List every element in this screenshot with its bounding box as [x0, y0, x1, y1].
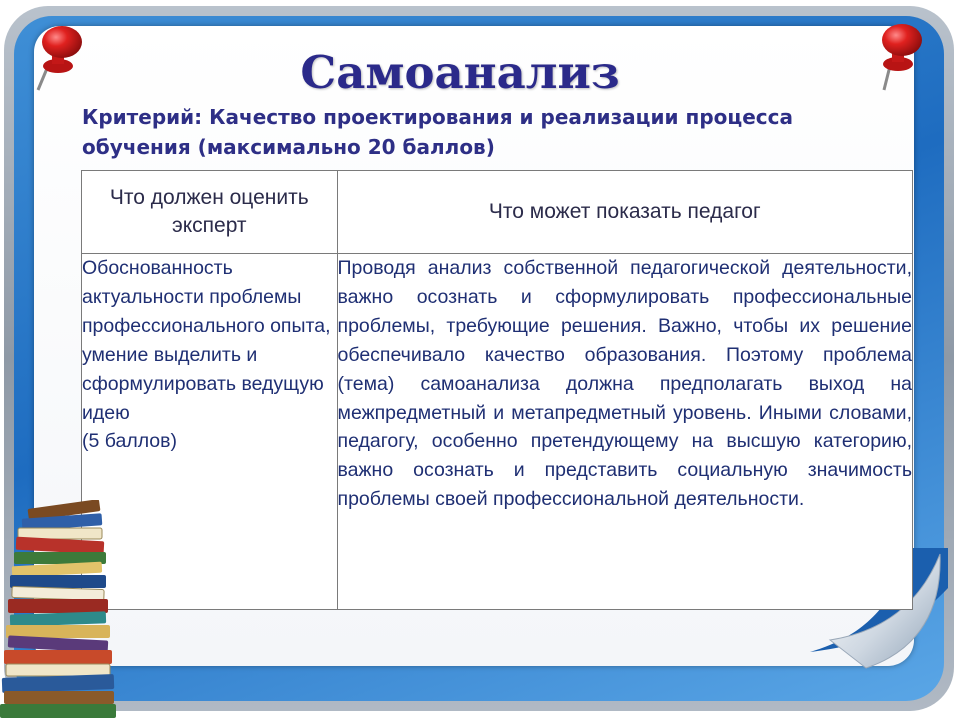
header-expert: Что должен оценить эксперт	[109, 186, 309, 237]
teacher-text: Проводя анализ собственной педагогической деятельности, важно осознать и сформулировать профессиональные проблемы, требующие решения. Важно, чтобы их решение обеспечивало качество образования. Поэтому проблема (тема) самоанализа должна предполагать выход на межпредметный и метапредметный уровень. Иными словами, педагогу, особенно претендующему на высшую категорию, важно осознать и представить социальную значимость проблемы своей профессиональной деятельности.	[337, 257, 912, 511]
books-stack-icon	[0, 500, 160, 720]
expert-text: Обоснованность актуальности проблемы профессионального опыта, умение выделить и сформулировать ведущую идею	[82, 257, 331, 424]
table-header-cell	[337, 171, 912, 254]
table-header-row	[82, 171, 913, 254]
analysis-table	[81, 170, 913, 610]
table-row	[82, 254, 913, 610]
expert-points: (5 баллов)	[82, 430, 177, 453]
header-teacher: Что может показать педагог	[488, 200, 761, 223]
table-cell-teacher	[337, 254, 912, 610]
criterion-text: Критерий: Качество проектирования и реализации процесса обучения (максимально 20 баллов)	[82, 105, 793, 159]
table-header-cell	[82, 171, 338, 254]
slide-title: Самоанализ	[300, 46, 620, 99]
